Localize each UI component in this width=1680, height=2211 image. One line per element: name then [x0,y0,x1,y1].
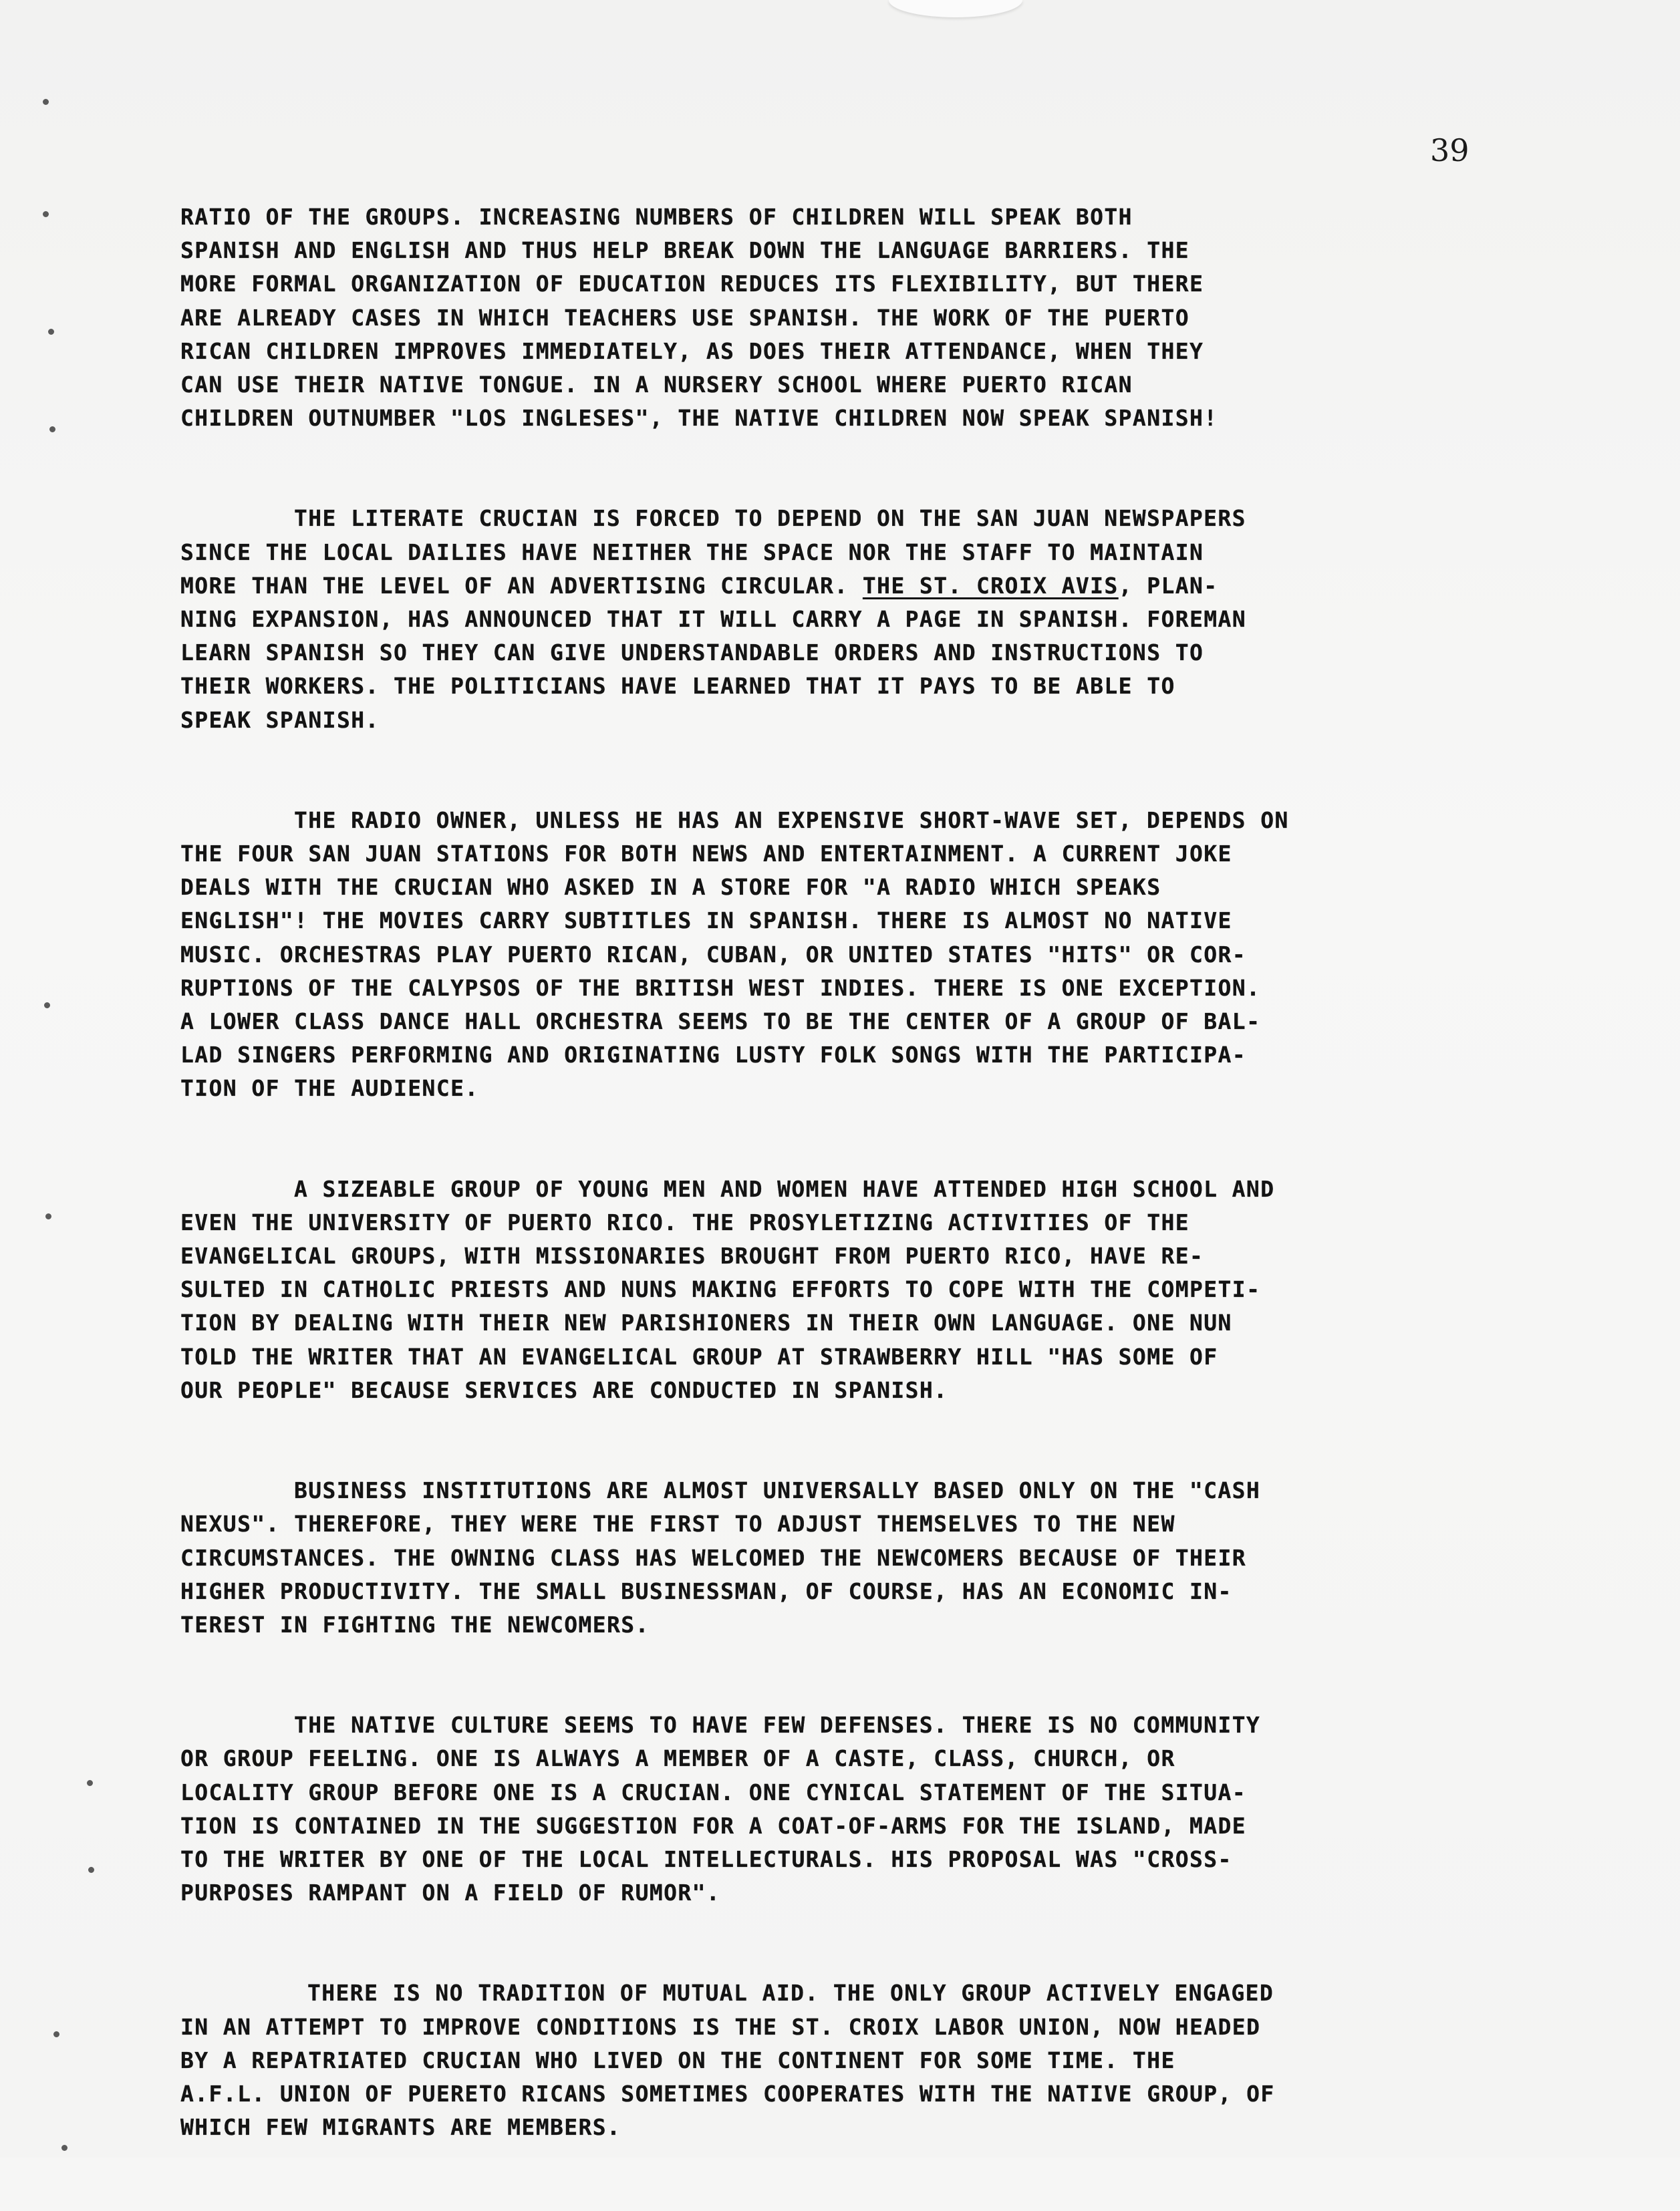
binder-hole-mark [43,99,49,105]
binder-hole-mark [53,2031,59,2037]
text-line: HIGHER PRODUCTIVITY. THE SMALL BUSINESSMAN, OF COURSE, HAS AN ECONOMIC IN- [180,1578,1232,1604]
paragraph [180,1173,1474,1407]
text-line: THE FOUR SAN JUAN STATIONS FOR BOTH NEWS AND ENTERTAINMENT. A CURRENT JOKE [180,841,1232,867]
torn-paper-edge [889,0,1022,17]
text-line: ENGLISH"! THE MOVIES CARRY SUBTITLES IN SPANISH. THERE IS ALMOST NO NATIVE [180,907,1232,934]
text-line: THE LITERATE CRUCIAN IS FORCED TO DEPEND ON THE SAN JUAN NEWSPAPERS [294,505,1246,532]
text-line: TION IS CONTAINED IN THE SUGGESTION FOR A COAT-OF-ARMS FOR THE ISLAND, MADE [180,1812,1247,1839]
paragraph [180,804,1474,1106]
text-line: WHICH FEW MIGRANTS ARE MEMBERS. [180,2114,621,2141]
binder-hole-mark [45,1213,51,1219]
paragraph [180,1709,1474,1910]
body-text [180,200,1474,2211]
text-fragment: , PLAN- [1118,572,1218,599]
binder-hole-mark [49,426,55,432]
text-line: SPEAK SPANISH. [180,706,380,733]
text-line: TION OF THE AUDIENCE. [180,1075,479,1102]
binder-hole-mark [44,1002,50,1008]
text-line: DEALS WITH THE CRUCIAN WHO ASKED IN A STORE FOR "A RADIO WHICH SPEAKS [180,874,1161,901]
text-line: A LOWER CLASS DANCE HALL ORCHESTRA SEEMS TO BE THE CENTER OF A GROUP OF BAL- [180,1008,1261,1035]
text-line: SPANISH AND ENGLISH AND THUS HELP BREAK DOWN THE LANGUAGE BARRIERS. THE [180,237,1190,264]
text-line: BY A REPATRIATED CRUCIAN WHO LIVED ON THE CONTINENT FOR SOME TIME. THE [180,2047,1175,2073]
text-line [180,569,1474,603]
text-line: RICAN CHILDREN IMPROVES IMMEDIATELY, AS DOES THEIR ATTENDANCE, WHEN THEY [180,337,1204,364]
text-line: THE NATIVE CULTURE SEEMS TO HAVE FEW DEFENSES. THERE IS NO COMMUNITY [294,1712,1261,1739]
binder-hole-mark [43,211,49,217]
text-line: THERE IS NO TRADITION OF MUTUAL AID. THE ONLY GROUP ACTIVELY ENGAGED [307,1980,1274,2007]
text-line: IN AN ATTEMPT TO IMPROVE CONDITIONS IS THE ST. CROIX LABOR UNION, NOW HEADED [180,2013,1261,2040]
paragraph [180,502,1474,736]
text-line: MORE FORMAL ORGANIZATION OF EDUCATION REDUCES ITS FLEXIBILITY, BUT THERE [180,271,1204,297]
text-line: TEREST IN FIGHTING THE NEWCOMERS. [180,1611,650,1638]
text-line: ARE ALREADY CASES IN WHICH TEACHERS USE SPANISH. THE WORK OF THE PUERTO [180,304,1190,331]
text-line: THE RADIO OWNER, UNLESS HE HAS AN EXPENSIVE SHORT-WAVE SET, DEPENDS ON [294,806,1289,833]
text-line: OUR PEOPLE" BECAUSE SERVICES ARE CONDUCTED IN SPANISH. [180,1376,948,1403]
text-line: MUSIC. ORCHESTRAS PLAY PUERTO RICAN, CUBAN, OR UNITED STATES "HITS" OR COR- [180,941,1247,968]
text-line: CIRCUMSTANCES. THE OWNING CLASS HAS WELCOMED THE NEWCOMERS BECAUSE OF THEIR [180,1544,1247,1571]
text-line: THEIR WORKERS. THE POLITICIANS HAVE LEARNED THAT IT PAYS TO BE ABLE TO [180,673,1175,700]
binder-hole-mark [61,2145,67,2151]
text-line: SULTED IN CATHOLIC PRIESTS AND NUNS MAKING EFFORTS TO COPE WITH THE COMPETI- [180,1276,1261,1303]
text-line: BUSINESS INSTITUTIONS ARE ALMOST UNIVERSALLY BASED ONLY ON THE "CASH [294,1477,1261,1504]
text-line: RATIO OF THE GROUPS. INCREASING NUMBERS OF CHILDREN WILL SPEAK BOTH [180,204,1133,230]
text-line: LAD SINGERS PERFORMING AND ORIGINATING LUSTY FOLK SONGS WITH THE PARTICIPA- [180,1042,1247,1068]
text-line: TO THE WRITER BY ONE OF THE LOCAL INTELLECTURALS. HIS PROPOSAL WAS "CROSS- [180,1846,1232,1872]
text-line: LOCALITY GROUP BEFORE ONE IS A CRUCIAN. ONE CYNICAL STATEMENT OF THE SITUA- [180,1779,1247,1805]
text-line: RUPTIONS OF THE CALYPSOS OF THE BRITISH WEST INDIES. THERE IS ONE EXCEPTION. [180,974,1261,1001]
text-line: NEXUS". THEREFORE, THEY WERE THE FIRST TO ADJUST THEMSELVES TO THE NEW [180,1511,1175,1537]
text-line: A SIZEABLE GROUP OF YOUNG MEN AND WOMEN HAVE ATTENDED HIGH SCHOOL AND [294,1175,1275,1202]
text-line: TION BY DEALING WITH THEIR NEW PARISHIONERS IN THEIR OWN LANGUAGE. ONE NUN [180,1310,1232,1336]
text-line: CAN USE THEIR NATIVE TONGUE. IN A NURSERY SCHOOL WHERE PUERTO RICAN [180,372,1133,398]
text-line: TOLD THE WRITER THAT AN EVANGELICAL GROUP AT STRAWBERRY HILL "HAS SOME OF [180,1343,1218,1370]
text-line: LEARN SPANISH SO THEY CAN GIVE UNDERSTANDABLE ORDERS AND INSTRUCTIONS TO [180,639,1204,666]
text-line: PURPOSES RAMPANT ON A FIELD OF RUMOR". [180,1880,721,1906]
text-line: EVANGELICAL GROUPS, WITH MISSIONARIES BROUGHT FROM PUERTO RICO, HAVE RE- [180,1243,1204,1270]
paragraph [180,1474,1474,1642]
text-line: EVEN THE UNIVERSITY OF PUERTO RICO. THE PROSYLETIZING ACTIVITIES OF THE [180,1209,1190,1235]
page-number: 39 [1430,132,1469,168]
newspaper-title: THE ST. CROIX AVIS [862,572,1119,599]
text-line: OR GROUP FEELING. ONE IS ALWAYS A MEMBER OF A CASTE, CLASS, CHURCH, OR [180,1745,1175,1772]
text-line: SINCE THE LOCAL DAILIES HAVE NEITHER THE SPACE NOR THE STAFF TO MAINTAIN [180,539,1204,565]
text-line: A.F.L. UNION OF PUERETO RICANS SOMETIMES COOPERATES WITH THE NATIVE GROUP, OF [180,2080,1275,2107]
text-fragment: MORE THAN THE LEVEL OF AN ADVERTISING CIRCULAR. [180,572,863,599]
text-line: CHILDREN OUTNUMBER "LOS INGLESES", THE NATIVE CHILDREN NOW SPEAK SPANISH! [180,405,1218,432]
binder-hole-mark [48,329,54,335]
binder-hole-mark [88,1867,94,1873]
text-line: NING EXPANSION, HAS ANNOUNCED THAT IT WILL CARRY A PAGE IN SPANISH. FOREMAN [180,606,1247,633]
paragraph [180,200,1474,435]
binder-hole-mark [87,1780,93,1786]
paragraph [180,1976,1474,2144]
